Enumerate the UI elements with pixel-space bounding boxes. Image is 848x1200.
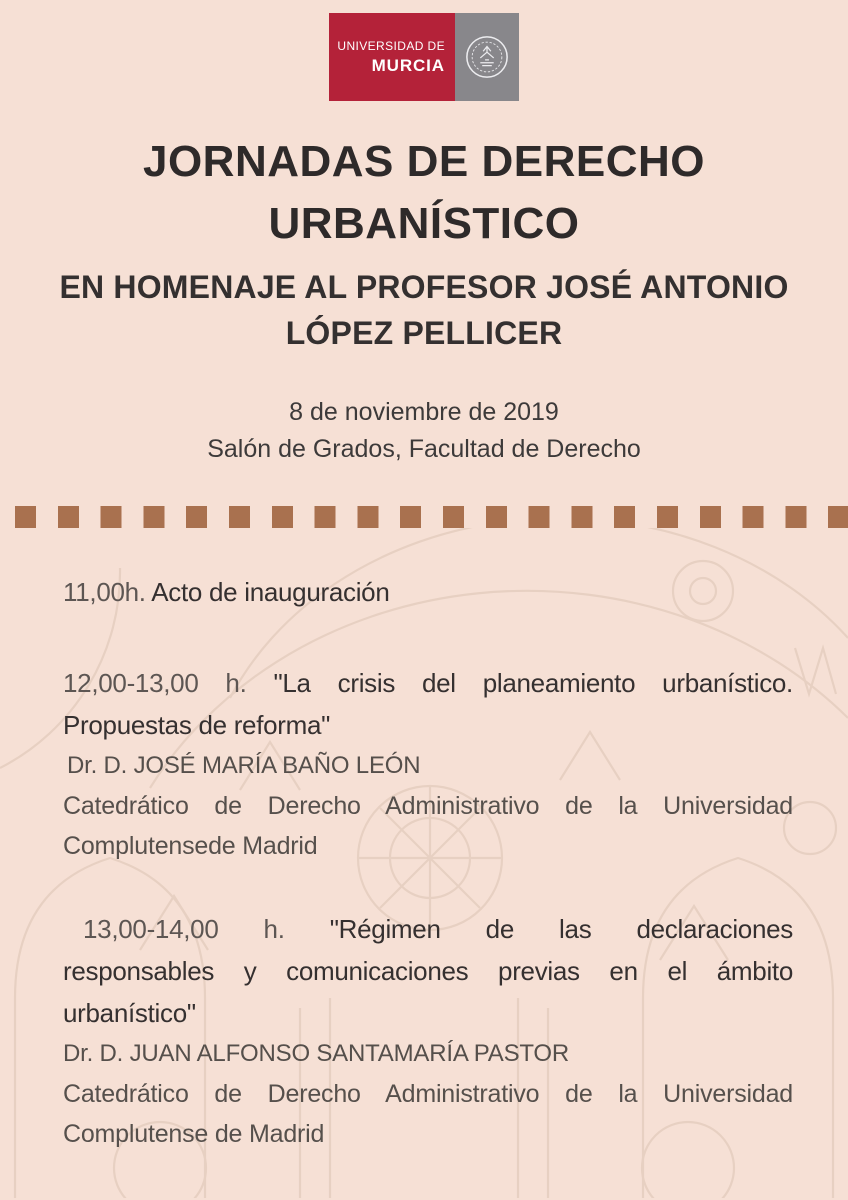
item-3-title-line1: "Régimen de las declaraciones [329, 914, 793, 944]
item-2-affiliation-line1: Catedrático de Derecho Administrativo de la Universidad [63, 792, 793, 820]
subtitle-line2: LÓPEZ PELLICER [285, 315, 563, 351]
item-3-affiliation-line2: Complutense de Madrid [63, 1120, 325, 1148]
item-1-time: 11,00h. [63, 577, 146, 607]
item-2-time: 12,00-13,00 h. [63, 668, 247, 698]
item-3-title-line3: urbanístico" [63, 998, 196, 1028]
dotted-divider [15, 506, 848, 528]
university-seal-icon [464, 26, 510, 88]
program-section [0, 528, 848, 1197]
item-3-time: 13,00-14,00 h. [83, 914, 285, 944]
logo-wordmark [329, 13, 455, 101]
schedule [63, 572, 793, 1154]
item-2-affiliation-line2: Complutensede Madrid [63, 832, 318, 860]
item-3-line1 [63, 908, 793, 950]
logo-seal-panel [455, 13, 519, 101]
item-3-speaker: Dr. D. JUAN ALFONSO SANTAMARÍA PASTOR [63, 1040, 570, 1067]
logo-text-line1: UNIVERSIDAD DE [337, 38, 445, 53]
schedule-item-3 [63, 908, 793, 1154]
universidad-de-murcia-logo [329, 13, 519, 101]
poster-header [0, 0, 848, 468]
event-when-where [0, 394, 848, 468]
event-venue: Salón de Grados, Facultad de Derecho [207, 435, 641, 463]
subtitle [0, 264, 848, 356]
item-2-speaker: Dr. D. JOSÉ MARÍA BAÑO LEÓN [67, 752, 421, 779]
item-2-line1 [63, 662, 793, 704]
title-line2: URBANÍSTICO [268, 199, 580, 248]
schedule-item-1 [63, 572, 793, 612]
item-2-title-line1: "La crisis del planeamiento urbanístico. [273, 668, 793, 698]
item-2-title-line2: Propuestas de reforma" [63, 710, 331, 740]
item-3-title-line2: responsables y comunicaciones previas en el ámbito [63, 956, 793, 986]
logo-text-line2: MURCIA [371, 55, 445, 75]
page-title [0, 131, 848, 255]
title-line1: JORNADAS DE DERECHO [142, 137, 705, 186]
item-3-affiliation-line1: Catedrático de Derecho Administrativo de la Universidad [63, 1080, 793, 1108]
subtitle-line1: EN HOMENAJE AL PROFESOR JOSÉ ANTONIO [59, 269, 789, 305]
item-1-title: Acto de inauguración [151, 577, 390, 607]
event-date: 8 de noviembre de 2019 [289, 398, 559, 426]
schedule-item-2 [63, 662, 793, 866]
